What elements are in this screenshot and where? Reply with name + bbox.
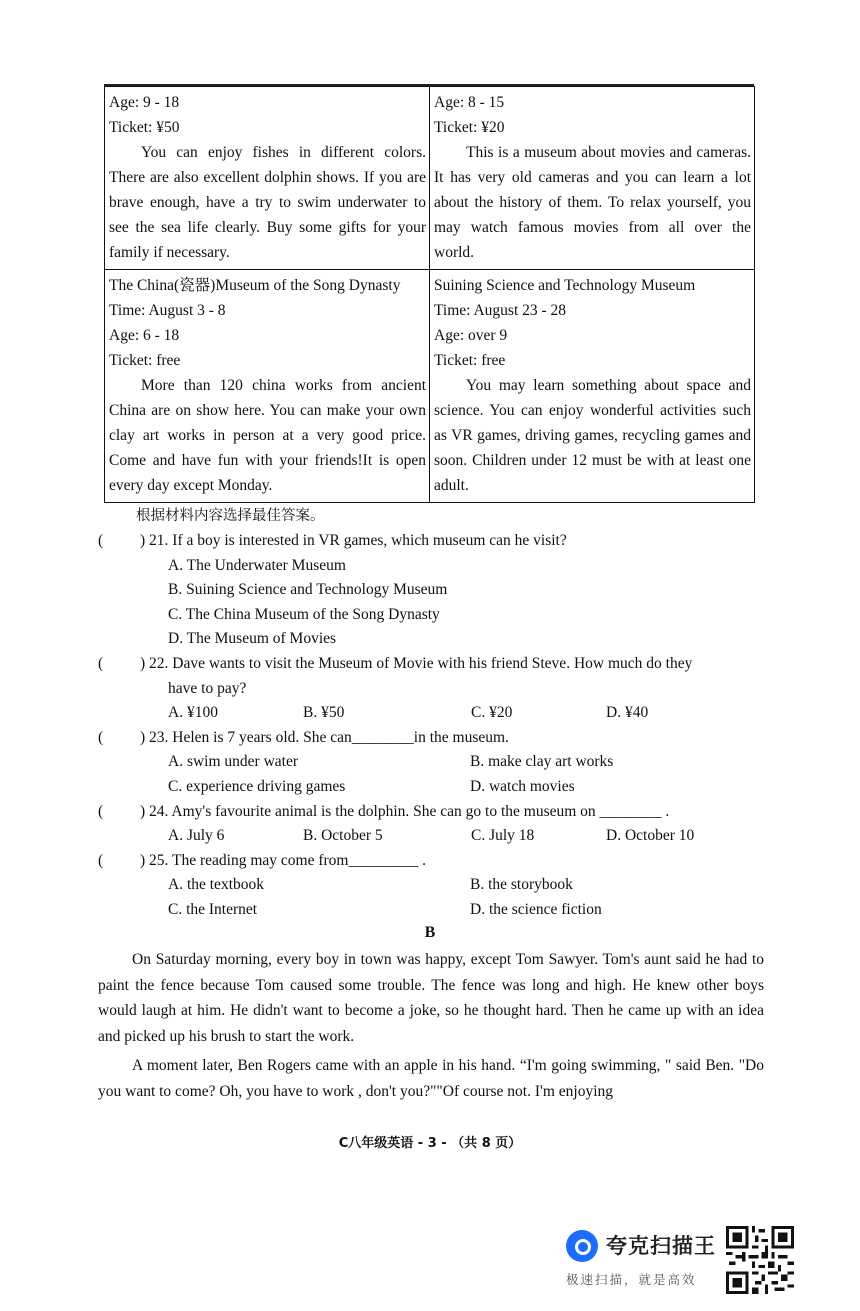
museum-name: Suining Science and Technology Museum bbox=[434, 277, 696, 294]
answer-blank[interactable]: ( bbox=[98, 532, 104, 549]
option-list bbox=[168, 824, 768, 849]
table-row bbox=[105, 270, 755, 503]
scanner-watermark bbox=[566, 1226, 796, 1296]
option-d: D. watch movies bbox=[470, 777, 575, 795]
option-c: C. experience driving games bbox=[168, 777, 346, 795]
option-b: B. the storybook bbox=[470, 876, 573, 894]
age-line: Age: 6 - 18 bbox=[109, 327, 180, 344]
option-row bbox=[168, 873, 768, 898]
option-a: A. July 6 bbox=[168, 827, 225, 845]
age-line: Age: 8 - 15 bbox=[434, 94, 505, 111]
museum-cell-underwater bbox=[105, 87, 430, 270]
option-d: D. The Museum of Movies bbox=[168, 630, 337, 648]
ticket-line: Ticket: free bbox=[109, 352, 181, 369]
age-line: Age: over 9 bbox=[434, 327, 508, 344]
question-23 bbox=[98, 726, 768, 800]
museum-description: More than 120 china works from ancient China are on show here. You can make your own clay art works in person at a very good price. Come and have fun with your friends!It is open every day except Monday. bbox=[109, 377, 426, 494]
option-b: B. make clay art works bbox=[470, 753, 614, 771]
option-list bbox=[168, 701, 768, 726]
option-a: A. ¥100 bbox=[168, 704, 218, 722]
option-list bbox=[168, 554, 768, 652]
museum-description: You can enjoy fishes in different colors. There are also excellent dolphin shows. If you are brave enough, have a try to swim underwater to see the sea life clearly. Buy some gifts for your family if necessary. bbox=[109, 144, 426, 261]
answer-blank[interactable]: ( bbox=[98, 728, 104, 746]
reading-passage-b bbox=[98, 947, 764, 1108]
option-row bbox=[168, 775, 768, 800]
answer-blank[interactable]: ( bbox=[98, 654, 104, 672]
answer-blank[interactable]: ( bbox=[98, 851, 104, 869]
scanner-logo-icon bbox=[566, 1230, 598, 1262]
museum-name: The China(瓷器)Museum of the Song Dynasty bbox=[109, 277, 401, 294]
option-c: C. the Internet bbox=[168, 900, 258, 918]
museum-info-table bbox=[104, 86, 755, 503]
option-d: D. October 10 bbox=[606, 827, 695, 845]
option-d: D. ¥40 bbox=[606, 704, 649, 722]
question-22 bbox=[98, 652, 768, 726]
museum-cell-science bbox=[430, 270, 755, 503]
question-stem: ) 23. Helen is 7 years old. She can________in the museum. bbox=[140, 728, 509, 746]
question-stem: ) 22. Dave wants to visit the Museum of Movie with his friend Steve. How much do they bbox=[140, 654, 693, 672]
passage-paragraph: A moment later, Ben Rogers came with an apple in his hand. “I'm going swimming, " said Ben. "Do you want to come? Oh, you have to work , don't you?""Of course not. I'm enjoying bbox=[98, 1057, 764, 1100]
answer-blank[interactable]: ( bbox=[98, 802, 104, 820]
question-21 bbox=[98, 529, 768, 652]
watermark-subtitle: 极速扫描，就是高效 bbox=[566, 1272, 697, 1287]
watermark-title: 夸克扫描王 bbox=[606, 1234, 716, 1258]
question-25 bbox=[98, 849, 768, 923]
option-b: B. Suining Science and Technology Museum bbox=[168, 581, 448, 599]
option-a: A. the textbook bbox=[168, 876, 264, 894]
ticket-line: Ticket: free bbox=[434, 352, 506, 369]
museum-description: This is a museum about movies and cameras. It has very old cameras and you can learn a lot about the history of them. To relax yourself, you may watch famous movies from all over the world. bbox=[434, 144, 751, 261]
option-d: D. the science fiction bbox=[470, 900, 602, 918]
museum-description: You may learn something about space and science. You can enjoy wonderful activities such as VR games, driving games, recycling games and soon. Children under 12 must be with at least one adult. bbox=[434, 377, 751, 494]
option-b: B. October 5 bbox=[303, 827, 383, 845]
question-stem-continued: have to pay? bbox=[168, 679, 247, 697]
option-a: A. The Underwater Museum bbox=[168, 556, 346, 574]
option-c: C. July 18 bbox=[471, 827, 535, 845]
instruction: 根据材料内容选择最佳答案。 bbox=[136, 508, 325, 524]
section-label-b: B bbox=[424, 924, 436, 941]
passage-paragraph: On Saturday morning, every boy in town was happy, except Tom Sawyer. Tom's aunt said he had to paint the fence because Tom caused some trouble. The fence was long and high. He knew other boys would laugh at him. He didn't want to become a joke, so he thought hard. Then he came up with an idea and picked up his brush to start the work. bbox=[98, 951, 764, 1045]
ticket-line: Ticket: ¥50 bbox=[109, 119, 180, 136]
question-stem: ) 21. If a boy is interested in VR games, which museum can he visit? bbox=[140, 532, 567, 549]
museum-cell-movies bbox=[430, 87, 755, 270]
question-stem: ) 24. Amy's favourite animal is the dolphin. She can go to the museum on ________ . bbox=[140, 802, 670, 820]
question-list bbox=[98, 529, 768, 923]
museum-cell-china bbox=[105, 270, 430, 503]
time-line: Time: August 23 - 28 bbox=[434, 302, 567, 319]
qr-code-icon bbox=[726, 1226, 794, 1294]
option-b: B. ¥50 bbox=[303, 704, 345, 722]
option-c: C. The China Museum of the Song Dynasty bbox=[168, 605, 440, 623]
option-a: A. swim under water bbox=[168, 753, 298, 771]
ticket-line: Ticket: ¥20 bbox=[434, 119, 505, 136]
age-line: Age: 9 - 18 bbox=[109, 94, 180, 111]
option-row bbox=[168, 898, 768, 923]
table-row bbox=[105, 87, 755, 270]
page-footer: C八年级英语 - 3 - （共 8 页） bbox=[338, 1136, 522, 1151]
question-stem: ) 25. The reading may come from_________ . bbox=[140, 851, 426, 869]
question-24 bbox=[98, 800, 768, 849]
option-row bbox=[168, 750, 768, 775]
option-c: C. ¥20 bbox=[471, 704, 513, 722]
time-line: Time: August 3 - 8 bbox=[109, 302, 226, 319]
